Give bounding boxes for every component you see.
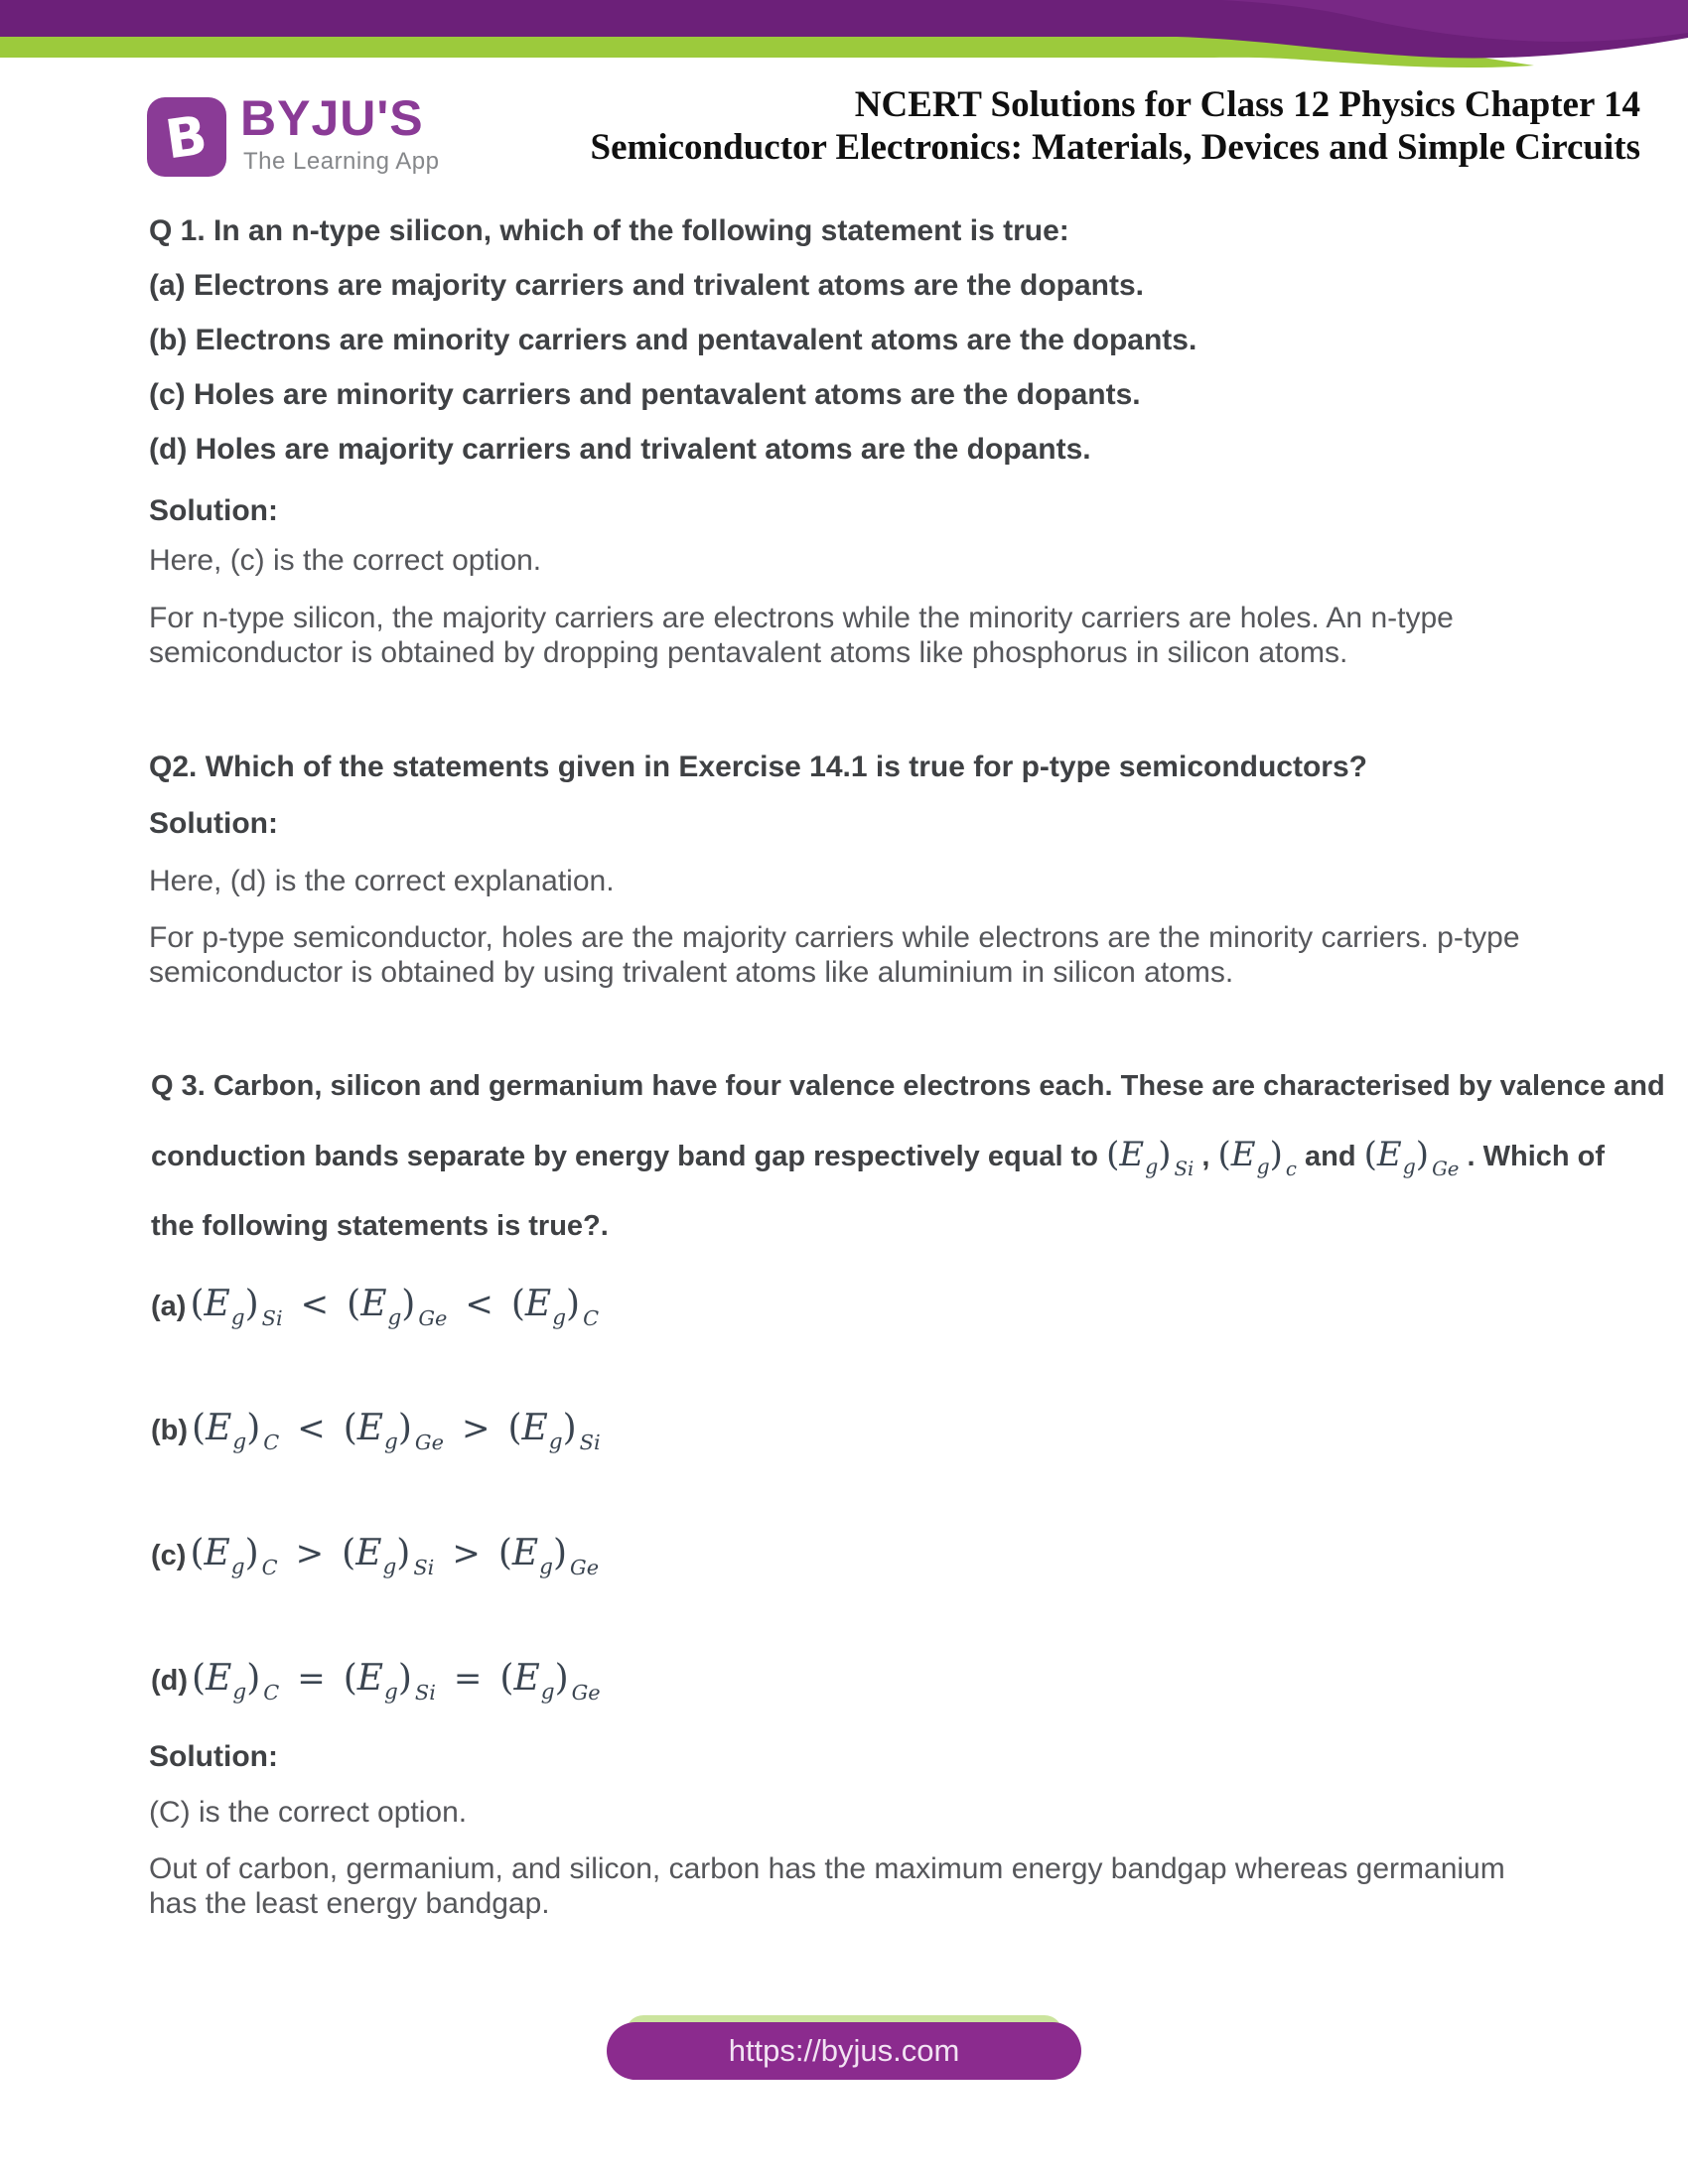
option-label: (b) [151, 1415, 189, 1446]
q3-solution-label: Solution: [149, 1740, 278, 1773]
q3-line2-text: and [1296, 1141, 1364, 1172]
q2-solution-label: Solution: [149, 807, 278, 840]
footer-url-text: https://byjus.com [728, 2033, 960, 2068]
title-line-2: Semiconductor Electronics: Materials, Devices and Simple Circuits [590, 127, 1640, 168]
q3-explanation: Out of carbon, germanium, and silicon, carbon has the maximum energy bandgap whereas germanium has the least energy bandgap. [149, 1852, 1505, 1920]
energy-gap-term: $(E_g)$ $_{Ge}$ [343, 1408, 444, 1455]
q1-option-d: (d) Holes are majority carriers and trivalent atoms are the dopants. [149, 433, 1091, 466]
q1-title: Q 1. In an n-type silicon, which of the following statement is true: [149, 214, 1069, 247]
energy-gap-term: $(E_g)$ $_C$ [190, 1533, 278, 1580]
q3-option-d [151, 1658, 601, 1706]
energy-gap-term: $(E_g)$ $_{Ge}$ [499, 1658, 601, 1706]
q3-answer: (C) is the correct option. [149, 1796, 468, 1829]
header-banner [0, 0, 1688, 71]
energy-gap-term: $(E_g)$ $_c$ [1217, 1135, 1297, 1180]
comparison-operator: = [297, 1659, 326, 1699]
comparison-operator: = [453, 1659, 483, 1699]
option-label: (c) [151, 1540, 187, 1571]
q3-line2-text: . Which of [1459, 1141, 1606, 1172]
option-label: (a) [151, 1291, 187, 1322]
q3-line1: Q 3. Carbon, silicon and germanium have four valence electrons each. These are characterised by valence and [151, 1070, 1665, 1102]
energy-gap-term: $(E_g)$ $_{Si}$ [343, 1658, 436, 1706]
q3-option-a [151, 1284, 600, 1331]
energy-gap-term: $(E_g)$ $_{Si}$ [1106, 1135, 1195, 1180]
q3-option-b [151, 1408, 601, 1455]
footer-url-button[interactable] [607, 2022, 1081, 2080]
q2-explanation: For p-type semiconductor, holes are the majority carriers while electrons are the minority carriers. p-type semiconductor is obtained by using trivalent atoms like aluminium in silicon atoms. [149, 921, 1520, 989]
q1-solution-label: Solution: [149, 494, 278, 527]
comparison-operator: > [295, 1534, 325, 1573]
title-line-1: NCERT Solutions for Class 12 Physics Chapter 14 [854, 84, 1640, 125]
q1-answer: Here, (c) is the correct option. [149, 544, 542, 577]
logo-brand: BYJU'S [240, 90, 424, 146]
comparison-operator: < [300, 1285, 330, 1324]
energy-gap-term: $(E_g)$ $_{Ge}$ [347, 1284, 448, 1331]
energy-gap-term: $(E_g)$ $_{Ge}$ [1363, 1135, 1460, 1180]
comparison-operator: < [465, 1285, 493, 1324]
q3-option-c [151, 1533, 600, 1580]
energy-gap-term: $(E_g)$ $_{Si}$ [190, 1284, 283, 1331]
energy-gap-term: $(E_g)$ $_C$ [510, 1284, 600, 1331]
energy-gap-term: $(E_g)$ $_{Si}$ [507, 1408, 601, 1455]
byjus-logo-icon [147, 97, 226, 177]
q1-option-a: (a) Electrons are majority carriers and trivalent atoms are the dopants. [149, 269, 1145, 302]
comparison-operator: < [297, 1409, 326, 1448]
q2-title: Q2. Which of the statements given in Exercise 14.1 is true for p-type semiconductors? [149, 751, 1367, 783]
q3-line2-text: , [1194, 1141, 1218, 1172]
q1-explanation: For n-type silicon, the majority carriers are electrons while the minority carriers are holes. An n-type semiconductor is obtained by dropping pentavalent atoms like phosphorus in silicon atoms. [149, 602, 1454, 669]
q3-line2 [151, 1135, 1606, 1180]
logo-tagline: The Learning App [243, 148, 440, 175]
energy-gap-term: $(E_g)$ $_{Ge}$ [497, 1533, 600, 1580]
document-title [591, 83, 1640, 169]
energy-gap-term: $(E_g)$ $_{Si}$ [342, 1533, 435, 1580]
energy-gap-term: $(E_g)$ $_C$ [192, 1658, 280, 1706]
comparison-operator: > [461, 1409, 491, 1448]
q3-line3: the following statements is true?. [151, 1210, 609, 1242]
q3-line2-text: conduction bands separate by energy band gap respectively equal to [151, 1141, 1107, 1172]
logo-b-letter: B [162, 102, 211, 172]
energy-gap-term: $(E_g)$ $_C$ [192, 1408, 280, 1455]
q2-answer: Here, (d) is the correct explanation. [149, 865, 615, 897]
q1-option-c: (c) Holes are minority carriers and pentavalent atoms are the dopants. [149, 378, 1141, 411]
comparison-operator: > [452, 1534, 481, 1573]
option-label: (d) [151, 1665, 189, 1697]
q1-option-b: (b) Electrons are minority carriers and pentavalent atoms are the dopants. [149, 324, 1197, 356]
